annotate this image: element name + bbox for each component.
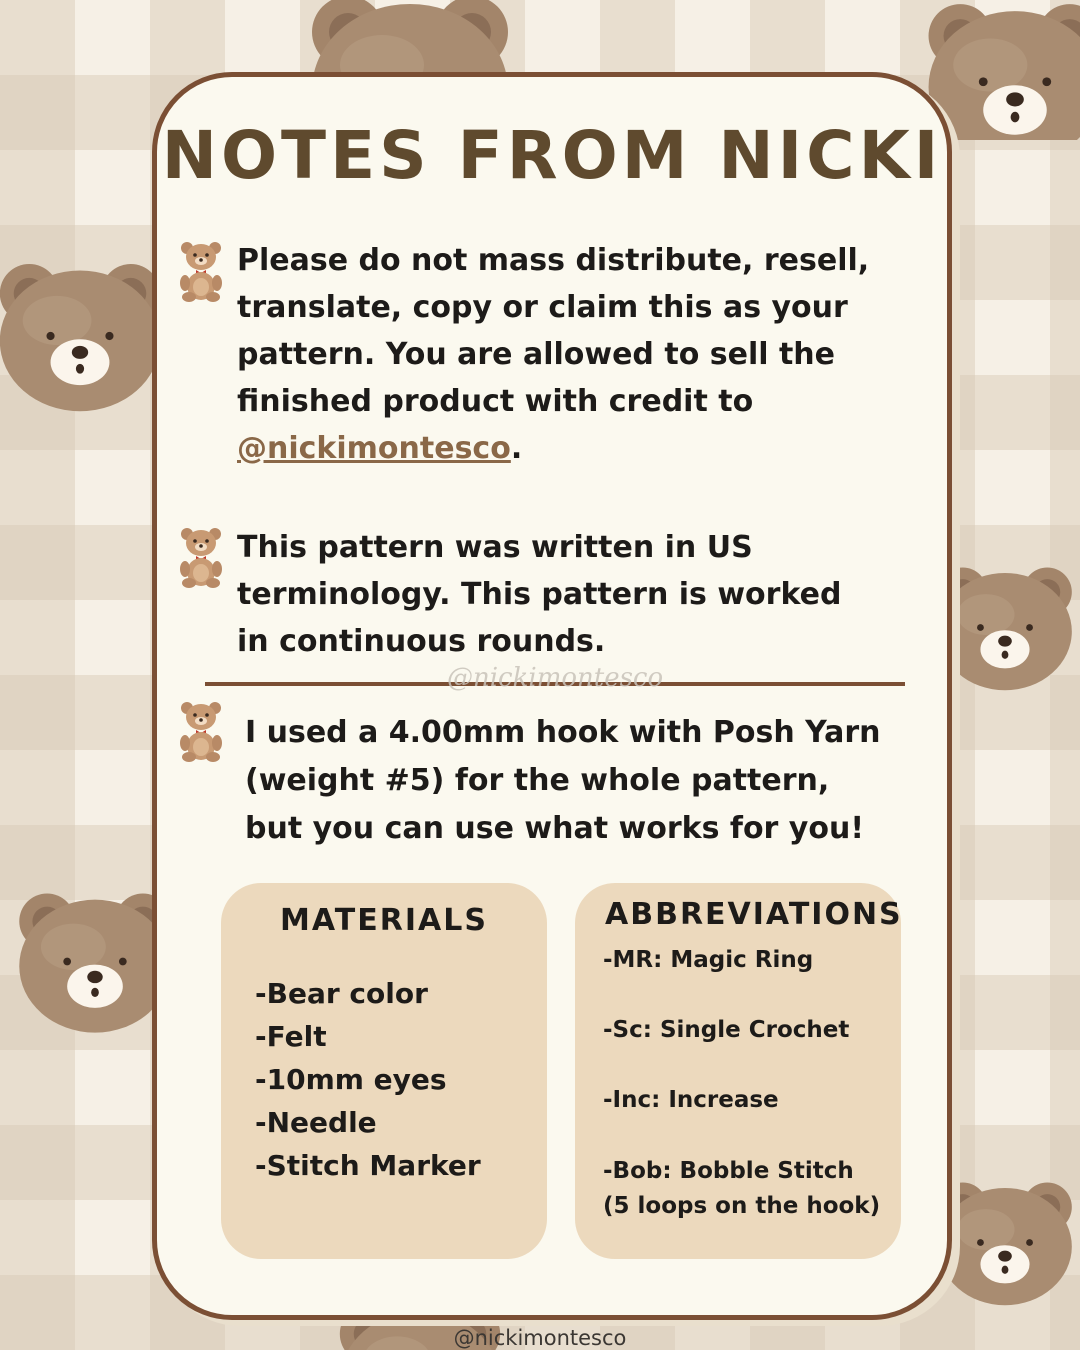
copyright-note-text: Please do not mass distribute, resell, translate, copy or claim this as your pattern. You are allowed to sell the finished product with credit to xyxy=(237,243,870,419)
page-title: NOTES FROM NICKI xyxy=(161,117,943,194)
copyright-note xyxy=(237,237,877,472)
list-item: -MR: Magic Ring xyxy=(603,947,814,973)
list-item: -Inc: Increase xyxy=(603,1087,779,1113)
bear-face-icon xyxy=(930,545,1080,725)
watermark: @nickimontesco xyxy=(447,663,664,693)
list-item: -Sc: Single Crochet xyxy=(603,1017,850,1043)
credit-link[interactable]: @nickimontesco xyxy=(237,431,511,466)
footer-handle: @nickimontesco xyxy=(453,1326,627,1350)
abbreviations-box xyxy=(575,883,901,1259)
list-item: -Bob: Bobble Stitch xyxy=(603,1158,854,1184)
abbreviations-title: ABBREVIATIONS xyxy=(605,897,903,932)
teddy-bear-icon xyxy=(175,699,227,763)
bear-face-icon xyxy=(930,1160,1080,1340)
list-item: -Felt xyxy=(255,1020,327,1053)
materials-box xyxy=(221,883,547,1259)
copyright-note-end: . xyxy=(510,431,523,466)
terminology-note: This pattern was written in US terminology. This pattern is worked in continuous rounds. xyxy=(237,530,842,659)
materials-title: MATERIALS xyxy=(280,903,488,938)
list-item: -Bear color xyxy=(255,977,428,1010)
teddy-bear-icon xyxy=(175,239,227,303)
teddy-bear-icon xyxy=(175,525,227,589)
notes-card xyxy=(152,72,952,1320)
bear-face-icon xyxy=(0,250,170,440)
hook-yarn-note: I used a 4.00mm hook with Posh Yarn (weight #5) for the whole pattern, but you can use what works for you! xyxy=(245,715,881,846)
list-item: -Needle xyxy=(255,1106,377,1139)
list-item: -10mm eyes xyxy=(255,1063,447,1096)
list-item: (5 loops on the hook) xyxy=(603,1193,881,1219)
list-item: -Stitch Marker xyxy=(255,1149,481,1182)
